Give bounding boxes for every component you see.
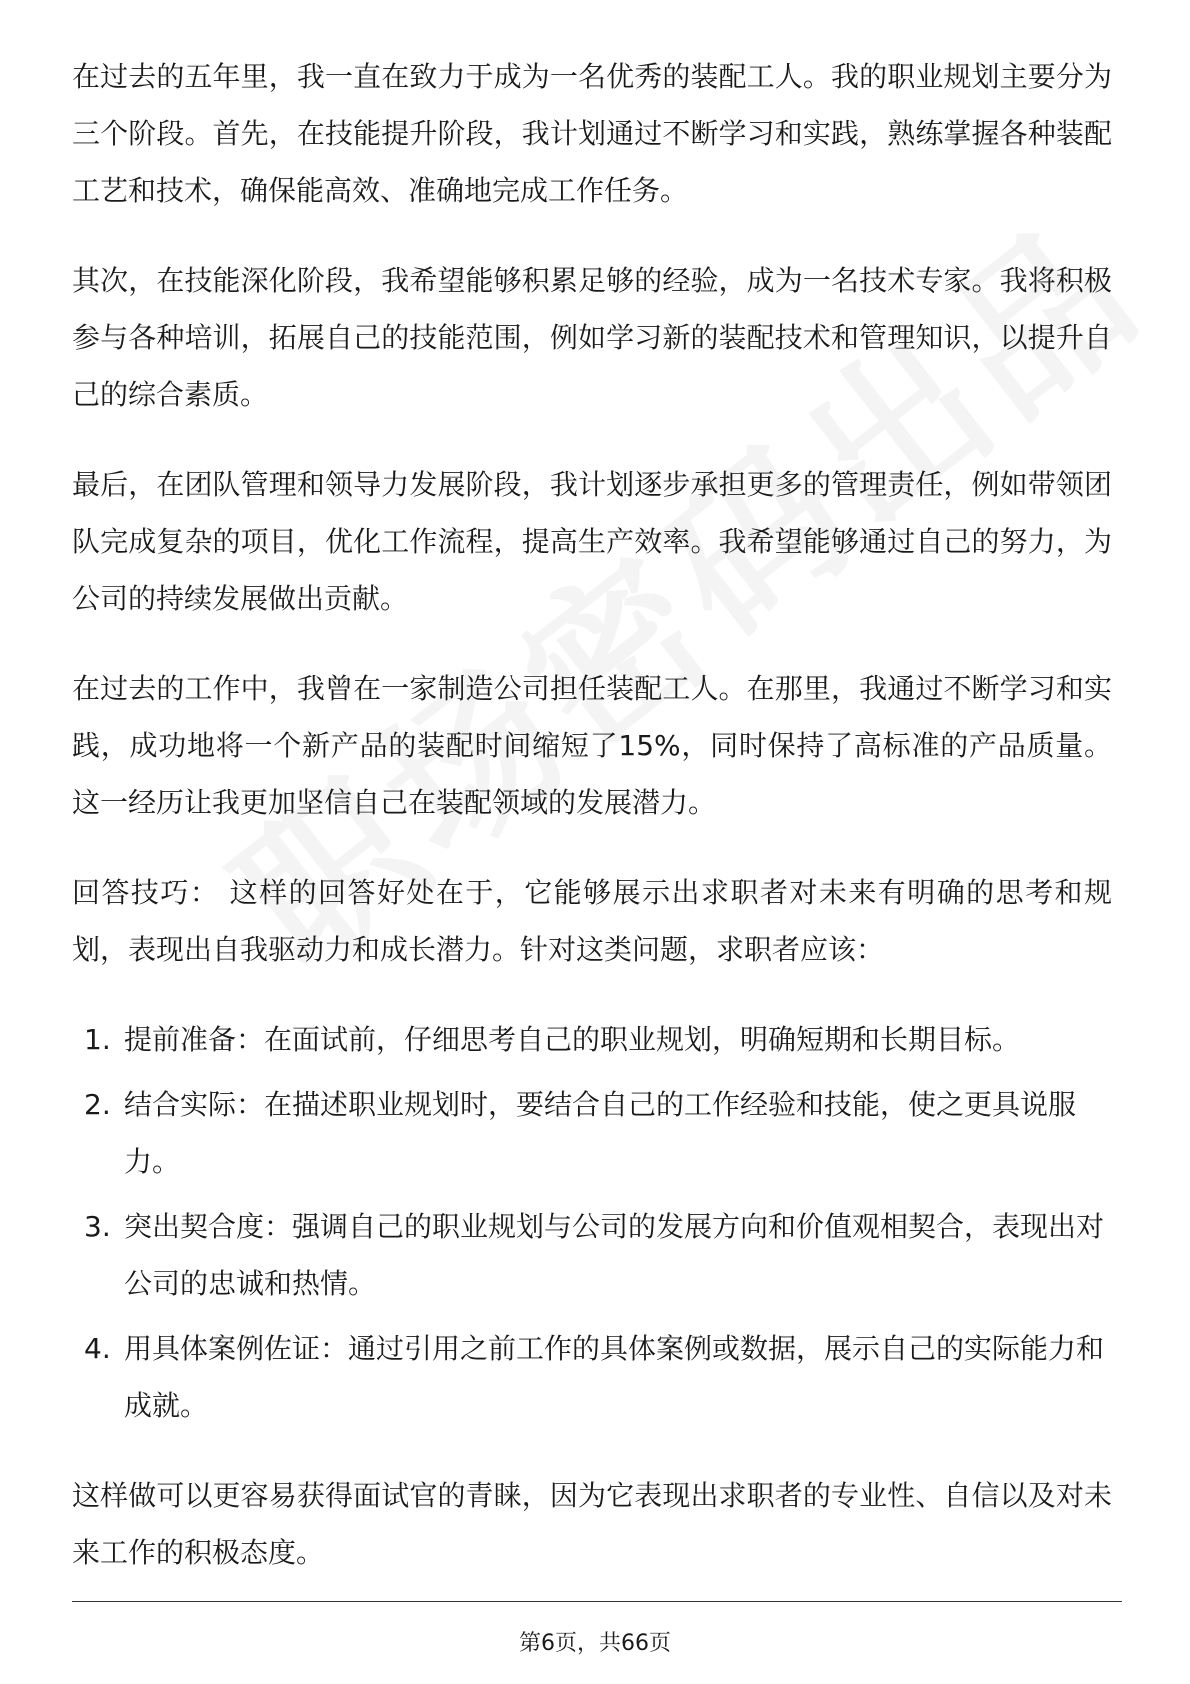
list-item [72,1198,1112,1312]
paragraph-career-plan-intro: 在过去的五年里，我一直在致力于成为一名优秀的装配工人。我的职业规划主要分为三个阶段。首先，在技能提升阶段，我计划通过不断学习和实践，熟练掌握各种装配工艺和技术，确保能高效、准确地完成工作任务。 [72,60,1112,207]
list-item-number: 2. [84,1088,111,1121]
paragraph-team-management: 最后，在团队管理和领导力发展阶段，我计划逐步承担更多的管理责任，例如带领团队完成复杂的项目，优化工作流程，提高生产效率。我希望能够通过自己的努力，为公司的持续发展做出贡献。 [72,468,1112,615]
list-item [72,1076,1112,1190]
page-number: 第6页，共66页 [519,1631,671,1656]
list-item-number: 3. [84,1210,111,1243]
paragraph-skill-deepening: 其次，在技能深化阶段，我希望能够积累足够的经验，成为一名技术专家。我将积极参与各种培训，拓展自己的技能范围，例如学习新的装配技术和管理知识，以提升自己的综合素质。 [72,264,1112,411]
list-item-number: 1. [84,1023,111,1056]
footer-divider [72,1601,1122,1602]
list-item [72,1011,1112,1068]
tips-list [72,1011,1112,1434]
list-item-number: 4. [84,1332,111,1365]
list-item-text: 突出契合度：强调自己的职业规划与公司的发展方向和价值观相契合，表现出对公司的忠诚和热情。 [124,1210,1105,1300]
list-item-text: 结合实际：在描述职业规划时，要结合自己的工作经验和技能，使之更具说服力。 [124,1088,1077,1178]
document-body [72,48,1112,1614]
list-item [72,1320,1112,1434]
paragraph-answer-tips: 回答技巧： 这样的回答好处在于，它能够展示出求职者对未来有明确的思考和规划，表现出自我驱动力和成长潜力。针对这类问题，求职者应该： [72,876,1112,966]
list-item-text: 提前准备：在面试前，仔细思考自己的职业规划，明确短期和长期目标。 [124,1023,1021,1056]
paragraph-closing: 这样做可以更容易获得面试官的青睐，因为它表现出求职者的专业性、自信以及对未来工作的积极态度。 [72,1479,1112,1569]
list-item-text: 用具体案例佐证：通过引用之前工作的具体案例或数据，展示自己的实际能力和成就。 [124,1332,1105,1422]
paragraph-past-experience: 在过去的工作中，我曾在一家制造公司担任装配工人。在那里，我通过不断学习和实践，成功地将一个新产品的装配时间缩短了15%，同时保持了高标准的产品质量。这一经历让我更加坚信自己在装配领域的发展潜力。 [72,672,1112,819]
